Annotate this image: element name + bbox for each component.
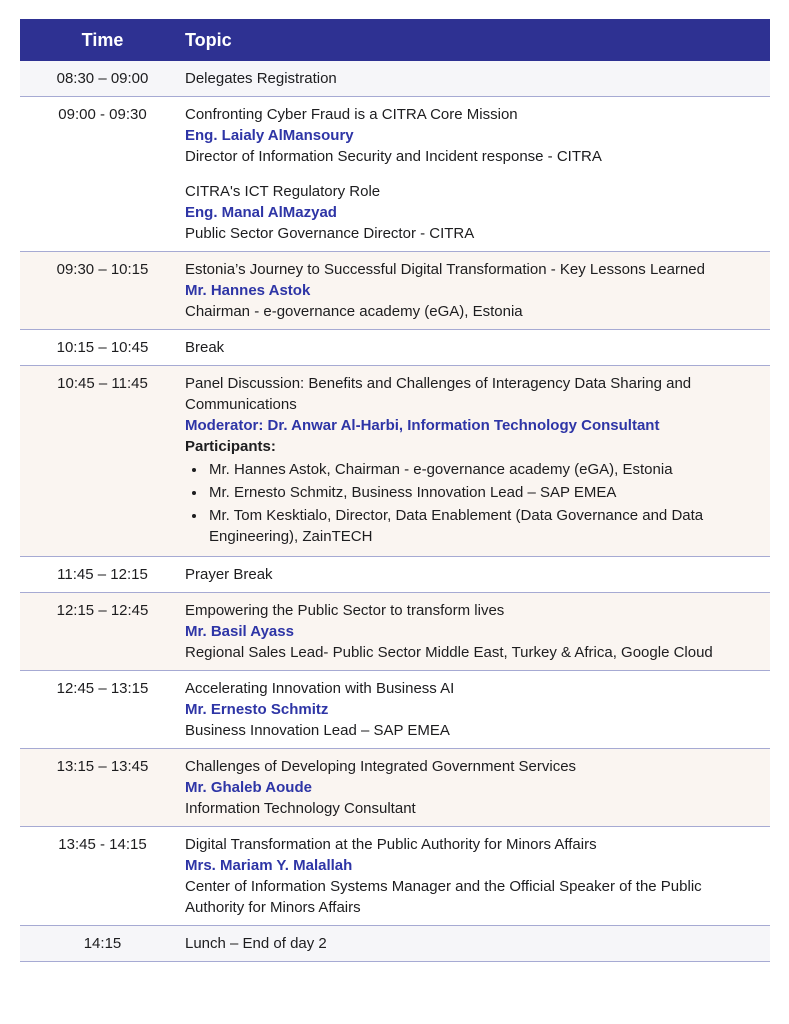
topic-text-line: Break [185,339,225,356]
session-block [185,68,754,89]
time-cell: 09:30 – 10:15 [56,261,149,278]
time-cell: 10:45 – 11:45 [57,375,148,392]
topic-text-line: Confronting Cyber Fraud is a CITRA Core Mission [185,106,518,123]
participants-label: Participants: [185,438,276,455]
topic-text-line: Prayer Break [185,566,273,583]
topic-cell [185,926,770,961]
time-column-header: Time [81,29,124,50]
topic-text-line: Panel Discussion: Benefits and Challenges of Interagency Data Sharing and Communications [185,375,692,413]
schedule-row [20,593,770,671]
topic-text-line: Regional Sales Lead- Public Sector Middle East, Turkey & Africa, Google Cloud [185,644,713,661]
time-cell: 10:15 – 10:45 [56,339,149,356]
participant-item: • Mr. Hannes Astok, Chairman - e-governance academy (eGA), Estonia [207,459,754,480]
topic-cell [185,827,770,925]
topic-text-line: Chairman - e-governance academy (eGA), Estonia [185,303,523,320]
topic-column-header: Topic [185,29,232,50]
time-cell: 11:45 – 12:15 [57,566,148,583]
table-header [20,19,770,61]
speaker-name: Mrs. Mariam Y. Malallah [185,857,353,874]
time-cell: 13:15 – 13:45 [56,758,149,775]
session-block [185,756,754,819]
topic-text-line: Information Technology Consultant [185,800,416,817]
speaker-name: Mr. Ernesto Schmitz [185,701,329,718]
participants-list [185,459,754,547]
topic-text-line: Accelerating Innovation with Business AI [185,680,455,697]
topic-cell [185,366,770,556]
topic-text-line: Public Sector Governance Director - CITRA [185,225,475,242]
speaker-name: Eng. Manal AlMazyad [185,204,337,221]
time-cell: 08:30 – 09:00 [56,70,149,87]
topic-text-line: Lunch – End of day 2 [185,935,327,952]
schedule-row [20,252,770,330]
topic-cell [185,557,770,592]
topic-text-line: Business Innovation Lead – SAP EMEA [185,722,450,739]
time-cell: 09:00 - 09:30 [58,106,147,123]
session-block [185,564,754,585]
speaker-name: Eng. Laialy AlMansoury [185,127,354,144]
speaker-name: Mr. Basil Ayass [185,623,294,640]
session-block [185,337,754,358]
time-cell: 13:45 - 14:15 [58,836,147,853]
topic-text-line: Empowering the Public Sector to transform lives [185,602,505,619]
session-block [185,373,754,547]
topic-text-line: Estonia’s Journey to Successful Digital Transformation - Key Lessons Learned [185,261,705,278]
schedule-rows [20,61,770,962]
topic-cell [185,330,770,365]
schedule-row [20,926,770,962]
topic-cell [185,749,770,826]
schedule-row [20,366,770,557]
session-block [185,600,754,663]
moderator-line: Moderator: Dr. Anwar Al-Harbi, Information Technology Consultant [185,417,660,434]
topic-cell [185,97,770,251]
topic-text-line: CITRA's ICT Regulatory Role [185,183,381,200]
agenda-table [20,19,770,962]
topic-text-line: Director of Information Security and Incident response - CITRA [185,148,602,165]
speaker-name: Mr. Ghaleb Aoude [185,779,312,796]
session-block [185,181,754,244]
session-block [185,678,754,741]
time-cell: 14:15 [83,935,122,952]
session-block [185,104,754,167]
topic-cell [185,61,770,96]
schedule-row [20,749,770,827]
session-block [185,834,754,918]
participant-item: • Mr. Tom Kesktialo, Director, Data Enablement (Data Governance and Data Engineering), ZainTECH [207,505,754,547]
schedule-row [20,827,770,926]
topic-cell [185,593,770,670]
time-cell: 12:15 – 12:45 [56,602,149,619]
topic-text-line: Center of Information Systems Manager and the Official Speaker of the Public Authority for Minors Affairs [185,878,702,916]
topic-text-line: Delegates Registration [185,70,337,87]
topic-cell [185,671,770,748]
time-cell: 12:45 – 13:15 [56,680,149,697]
schedule-row [20,97,770,252]
schedule-row [20,330,770,366]
schedule-row [20,61,770,97]
session-block [185,933,754,954]
speaker-name: Mr. Hannes Astok [185,282,311,299]
topic-cell [185,252,770,329]
session-block [185,259,754,322]
schedule-row [20,557,770,593]
participant-item: • Mr. Ernesto Schmitz, Business Innovation Lead – SAP EMEA [207,482,754,503]
schedule-row [20,671,770,749]
topic-text-line: Challenges of Developing Integrated Government Services [185,758,577,775]
topic-text-line: Digital Transformation at the Public Authority for Minors Affairs [185,836,597,853]
